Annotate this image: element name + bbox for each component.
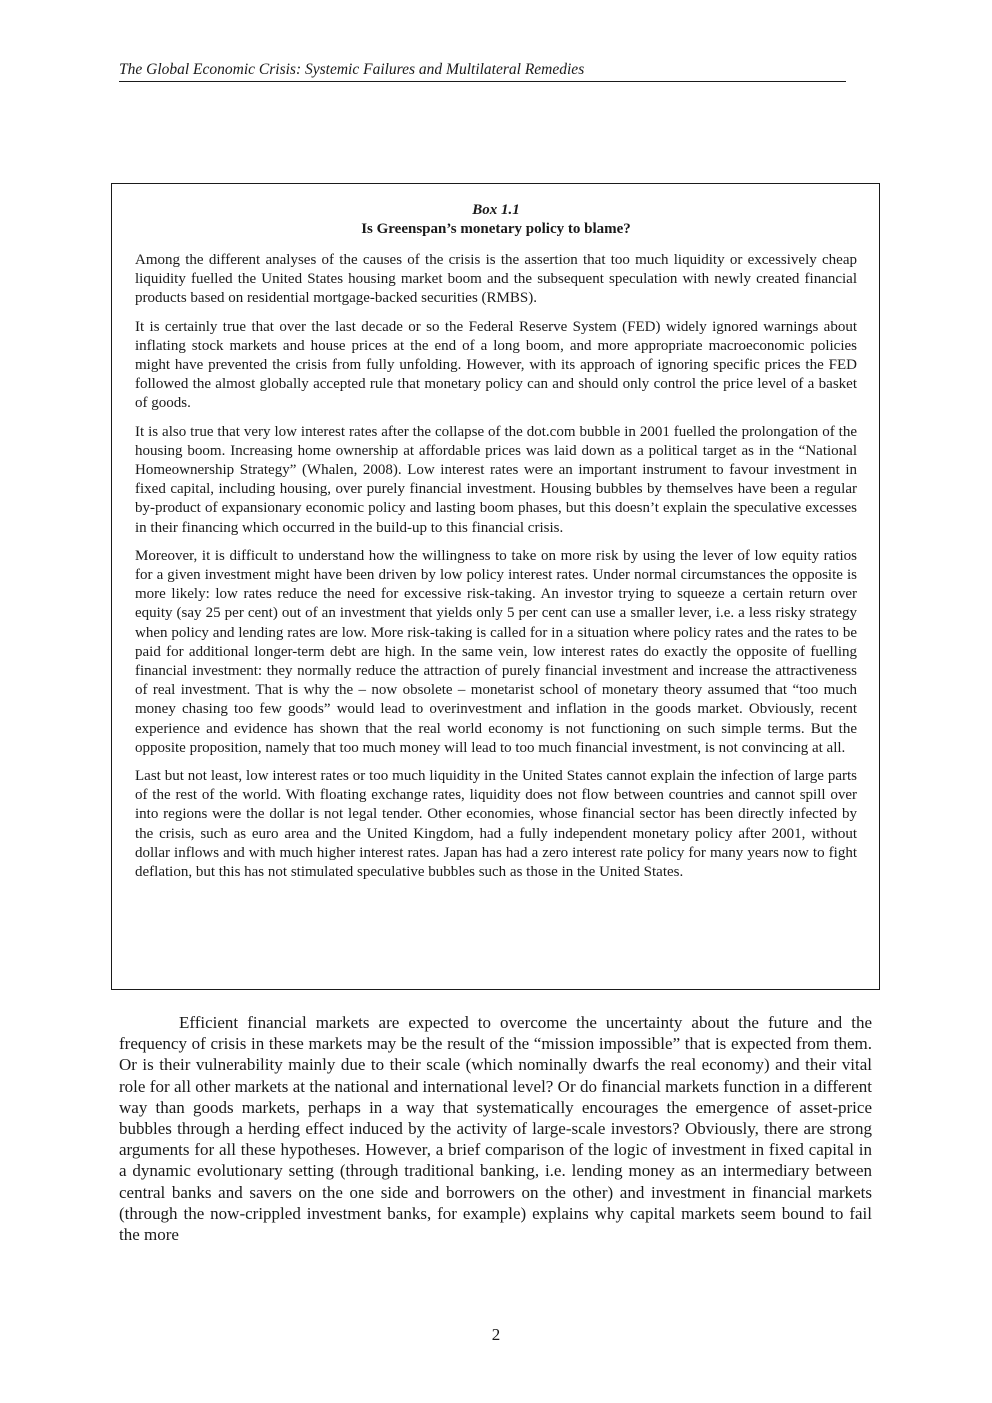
body-paragraph: Efficient financial markets are expected to overcome the uncertainty about the future and the frequency of crisis in these markets may be the result of the “mission impossible” that is expected from them. Or is their vulnerability mainly due to their scale (which nominally dwarfs the real economy) and their vital role for all other markets at the national and international level? Or do financial markets function in a different way than goods markets, perhaps in a way that systematically encourages the emergence of asset-price bubbles through a herding effect induced by the activity of large-scale investors? Obviously, there are strong arguments for all these hypotheses. However, a brief comparison of the logic of investment in fixed capital in a dynamic evolutionary setting (through traditional banking, i.e. lending money as an intermediary between central banks and savers on the one side and borrowers on the other) and investment in financial markets (through the now-crippled investment banks, for example) explains why capital markets seem bound to fail the more: [119, 1013, 872, 1245]
box-1-1: [111, 183, 880, 990]
page-number: 2: [491, 1325, 501, 1344]
box-paragraph: It is certainly true that over the last decade or so the Federal Reserve System (FED) widely ignored warnings about inflating stock markets and house prices at the end of a long boom, and more appropriate macroeconomic policies might have prevented the crisis from fully unfolding. However, with its approach of ignoring specific prices the FED followed the almost globally accepted rule that monetary policy can and should only control the price level of a basket of goods.: [135, 318, 857, 412]
box-paragraph: It is also true that very low interest rates after the collapse of the dot.com bubble in 2001 fuelled the prolongation of the housing boom. Increasing home ownership at affordable prices was laid down as a political target as in the “National Homeownership Strategy” (Whalen, 2008). Low interest rates were an important instrument to favour investment in fixed capital, including housing, over purely financial investment. Housing bubbles by themselves have been a regular by-product of expansionary economic policy and lasting boom phases, but this doesn’t explain the speculative excesses in their financing which occurred in the build-up to this financial crisis.: [135, 423, 857, 536]
box-paragraph: Moreover, it is difficult to understand how the willingness to take on more risk by using the lever of low equity ratios for a given investment might have been driven by low policy interest rates. Under normal circumstances the opposite is more likely: low rates reduce the need for excessive risk-taking. An investor trying to squeeze a certain return over equity (say 25 per cent) out of an investment that yields only 5 per cent can use a smaller lever, i.e. a less risky strategy when policy and lending rates are low. More risk-taking is called for in a situation where policy rates and the rates to be paid for additional longer-term debt are high. In the same vein, low interest rates do exactly the opposite of fuelling financial investment: they normally reduce the attraction of purely financial investment and increase the attractiveness of real investment. That is why the – now obsolete – monetarist school of monetary theory assumed that “too much money chasing too few goods” would lead to overinvestment and inflation in the goods market. Obviously, recent experience and evidence has shown that the real world economy is not functioning on such simple terms. But the opposite proposition, namely that too much money will lead to too much financial investment, is not convincing at all.: [135, 547, 857, 756]
box-label: Box 1.1: [472, 202, 520, 218]
running-header: The Global Economic Crisis: Systemic Failures and Multilateral Remedies: [119, 60, 846, 82]
box-paragraph: Among the different analyses of the causes of the crisis is the assertion that too much liquidity or excessively cheap liquidity fuelled the United States housing market boom and the subsequent speculation with newly created financial products based on residential mortgage-backed securities (RMBS).: [135, 252, 857, 307]
box-paragraph: Last but not least, low interest rates or too much liquidity in the United States cannot explain the infection of large parts of the rest of the world. With floating exchange rates, liquidity does not flow between countries and cannot spill over into regions were the dollar is not legal tender. Other economies, whose financial sector has been directly infected by the crisis, such as euro area and the United Kingdom, had a fully independent monetary policy after 2001, without dollar inflows and with much higher interest rates. Japan has had a zero interest rate policy for many years now to fight deflation, but this has not stimulated speculative bubbles such as those in the United States.: [135, 768, 857, 881]
box-title: Is Greenspan’s monetary policy to blame?: [361, 221, 631, 237]
